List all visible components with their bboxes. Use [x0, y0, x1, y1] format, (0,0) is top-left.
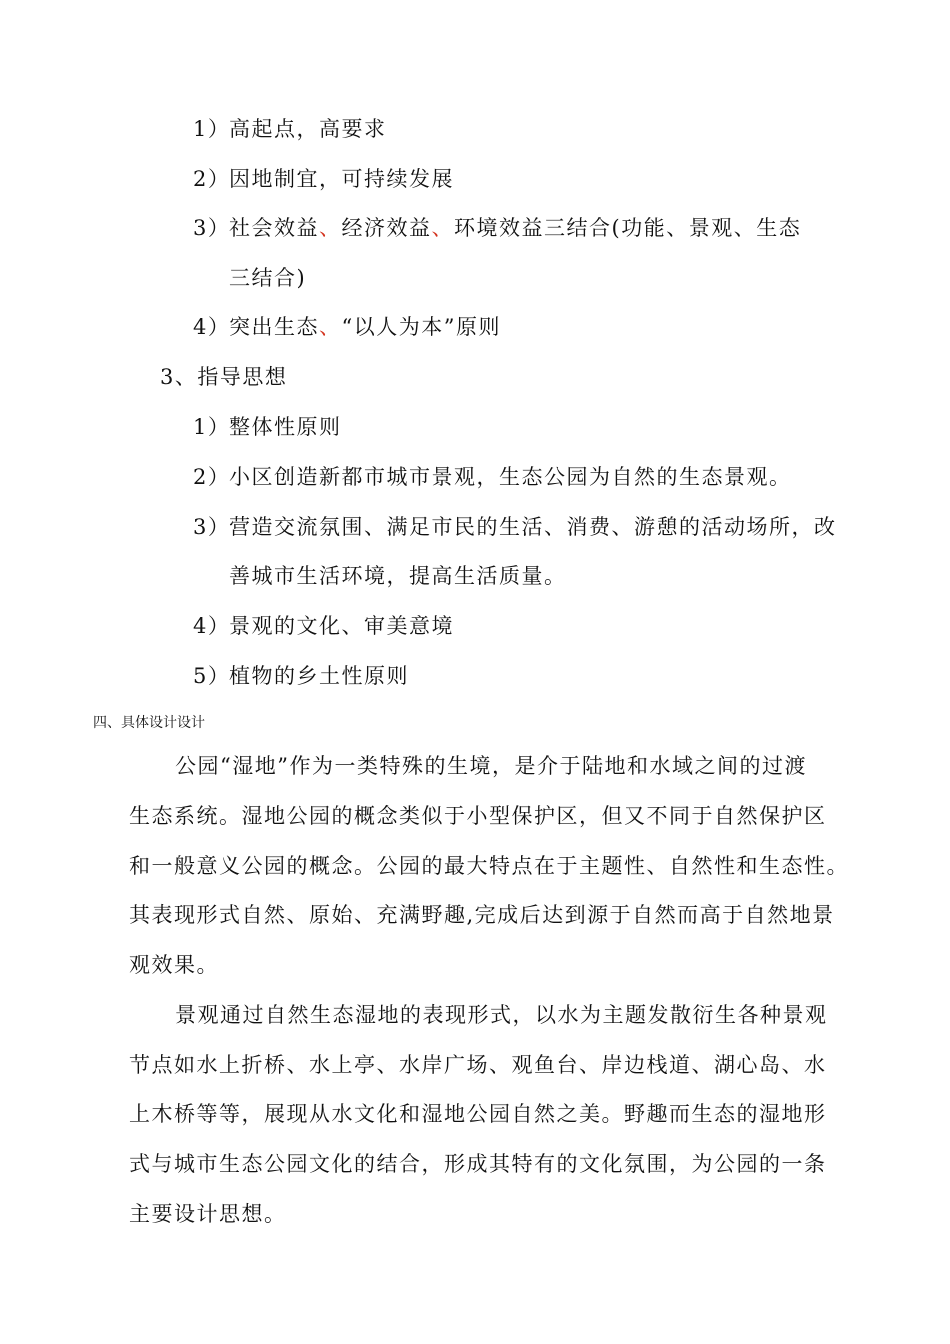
list-item [193, 312, 501, 342]
list-text: 高起点，高要求 [229, 117, 387, 141]
paragraph-line: 上木桥等等，展现从水文化和湿地公园自然之美。野趣而生态的湿地形 [129, 1102, 827, 1126]
list-number: 1） [193, 415, 231, 439]
list-item [193, 412, 342, 442]
list-number: 3） [193, 216, 231, 240]
list-item [193, 462, 792, 492]
list-text: 植物的乡土性原则 [229, 664, 409, 688]
list-text: 经济效益 [341, 216, 432, 240]
paragraph-line: 观效果。 [129, 953, 219, 977]
list-text: 因地制宜，可持续发展 [229, 167, 454, 191]
list-text: 小区创造新都市城市景观，生态公园为自然的生态景观。 [229, 465, 792, 489]
list-item [193, 114, 387, 144]
red-comma: 、 [431, 216, 454, 240]
paragraph-line: 和一般意义公园的概念。公园的最大特点在于主题性、自然性和生态性。 [129, 854, 849, 878]
list-text: 整体性原则 [229, 415, 342, 439]
paragraph-line: 公园“湿地”作为一类特殊的生境，是介于陆地和水域之间的过渡 [175, 754, 807, 778]
list-item [193, 611, 454, 641]
list-item [193, 213, 801, 243]
list-item-continuation: 三结合) [229, 266, 307, 290]
red-comma: 、 [319, 315, 342, 339]
paragraph-line: 节点如水上折桥、水上亭、水岸广场、观鱼台、岸边栈道、湖心岛、水 [129, 1053, 827, 1077]
list-item [193, 661, 409, 691]
section-heading: 3、指导思想 [160, 365, 288, 389]
paragraph-line: 景观通过自然生态湿地的表现形式，以水为主题发散衍生各种景观 [175, 1003, 828, 1027]
list-text: 景观的文化、审美意境 [229, 614, 454, 638]
list-number: 4） [193, 315, 231, 339]
list-text: 突出生态 [229, 315, 319, 339]
list-number: 4） [193, 614, 231, 638]
paragraph-line: 主要设计思想。 [129, 1202, 287, 1226]
list-item [193, 512, 837, 542]
section-heading: 四、具体设计设计 [93, 715, 205, 731]
list-number: 3） [193, 515, 231, 539]
red-comma: 、 [319, 216, 342, 240]
list-text: 营造交流氛围、满足市民的生活、消费、游憩的活动场所，改 [229, 515, 837, 539]
list-item [193, 164, 454, 194]
list-number: 5） [193, 664, 231, 688]
paragraph-line: 其表现形式自然、原始、充满野趣,完成后达到源于自然而高于自然地景 [129, 903, 835, 927]
list-item-continuation: 善城市生活环境，提高生活质量。 [229, 564, 567, 588]
paragraph-line: 生态系统。湿地公园的概念类似于小型保护区，但又不同于自然保护区 [129, 804, 827, 828]
list-number: 2） [193, 465, 231, 489]
list-text: “以人为本”原则 [341, 315, 501, 339]
list-text: 环境效益三结合(功能、景观、生态 [454, 216, 802, 240]
paragraph-line: 式与城市生态公园文化的结合，形成其特有的文化氛围，为公园的一条 [129, 1152, 827, 1176]
list-text: 社会效益 [229, 216, 319, 240]
list-number: 2） [193, 167, 231, 191]
list-number: 1） [193, 117, 231, 141]
